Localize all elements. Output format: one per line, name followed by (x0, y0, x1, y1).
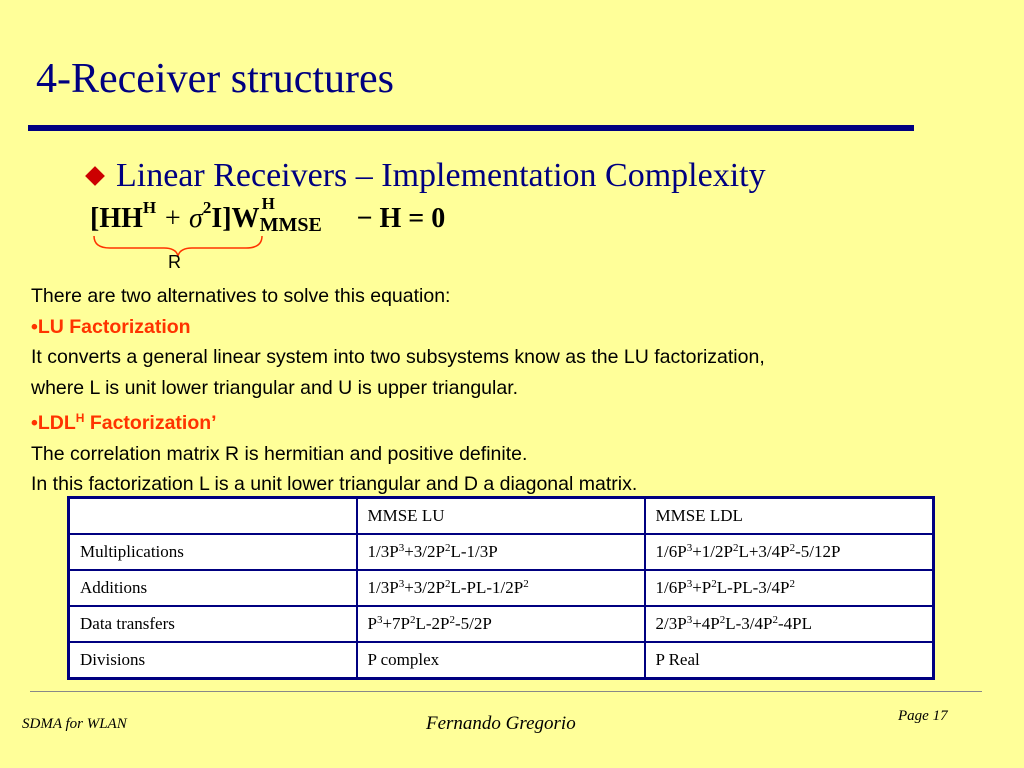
exponent: 2 (732, 542, 739, 554)
eq-part-minus: − H = 0 (349, 203, 446, 234)
eq-sup-h: H (142, 198, 157, 217)
table-header-row (69, 498, 934, 535)
term: P complex (367, 650, 440, 669)
term: L-PL-1/2P (450, 578, 524, 597)
exponent: 2 (789, 578, 795, 590)
brace-label: R (168, 252, 181, 272)
term: -4PL (777, 614, 812, 633)
ldl-line-1: The correlation matrix R is hermitian and positive definite. (31, 442, 528, 465)
header-cell-ldl: MMSE LDL (645, 498, 934, 535)
term: L+3/4P (738, 542, 790, 561)
eq-w-sup: H (261, 194, 275, 213)
page-number: Page 17 (898, 708, 948, 724)
eq-part-bracket: [HH (90, 203, 143, 234)
term: +P (692, 578, 712, 597)
exponent: 2 (523, 578, 529, 590)
header-cell-empty (69, 498, 357, 535)
lu-line-1: It converts a general linear system into two subsystems know as the LU factorization, (31, 346, 765, 368)
eq-w-subsup (259, 194, 350, 236)
term: 1/3P (367, 578, 399, 597)
ldl-prefix: •LDL (31, 412, 76, 434)
eq-w-sub: MMSE (259, 214, 322, 236)
header-cell-lu: MMSE LU (357, 498, 645, 535)
mmse-equation (90, 194, 446, 236)
table-row (69, 570, 934, 606)
term: P Real (655, 650, 700, 669)
eq-part-identity: I]W (211, 203, 260, 234)
exponent: 2 (719, 614, 726, 626)
title-underline (28, 125, 914, 131)
term: 1/3P (367, 542, 399, 561)
term: 2/3P (655, 614, 687, 633)
footer-author: Fernando Gregorio (426, 713, 576, 734)
lu-cell (357, 606, 645, 642)
term: L-3/4P (725, 614, 773, 633)
table-row (69, 534, 934, 570)
lu-line-2: where L is unit lower triangular and U is upper triangular. (31, 376, 519, 399)
exponent: 3 (398, 578, 405, 590)
exponent: 3 (686, 578, 693, 590)
term: L-1/3P (450, 542, 498, 561)
ldl-line-2: In this factorization L is a unit lower triangular and D a diagonal matrix. (31, 473, 638, 495)
exponent: 2 (444, 542, 451, 554)
term: +3/2P (404, 578, 445, 597)
ldl-cell (645, 606, 934, 642)
ldl-cell (645, 642, 934, 679)
exponent: 3 (686, 542, 693, 554)
slide-title: 4-Receiver structures (36, 56, 395, 102)
exponent: 2 (772, 614, 778, 626)
body-text (31, 281, 1011, 500)
row-label-cell: Multiplications (69, 534, 357, 570)
eq-part-sigma: + σ (156, 203, 203, 234)
term: P (367, 614, 377, 633)
exponent: 2 (410, 614, 416, 626)
exponent: 2 (789, 542, 796, 554)
footer-rule (30, 691, 982, 692)
exponent: 3 (376, 614, 383, 626)
exponent: 2 (711, 578, 717, 590)
complexity-table (67, 496, 935, 680)
table-row (69, 606, 934, 642)
ldl-suffix: Factorization’ (84, 412, 217, 434)
intro-line: There are two alternatives to solve this equation: (31, 285, 451, 307)
term: -5/2P (455, 614, 492, 633)
lu-heading: •LU Factorization (31, 315, 191, 338)
lu-cell (357, 642, 645, 679)
term: L-2P (415, 614, 450, 633)
term: -5/12P (795, 542, 841, 561)
diamond-icon (85, 166, 105, 186)
complexity-table-body (69, 498, 934, 679)
row-label-cell: Data transfers (69, 606, 357, 642)
exponent: 2 (444, 578, 451, 590)
table-row (69, 642, 934, 679)
footer-left: SDMA for WLAN (22, 716, 127, 732)
ldl-sup: H (75, 411, 85, 425)
ldl-cell (645, 570, 934, 606)
eq-sup-two: 2 (202, 198, 212, 217)
term: +1/2P (692, 542, 733, 561)
lu-cell (357, 570, 645, 606)
ldl-cell (645, 534, 934, 570)
term: L-PL-3/4P (716, 578, 790, 597)
row-label-cell: Additions (69, 570, 357, 606)
exponent: 2 (449, 614, 456, 626)
subtitle-text: Linear Receivers – Implementation Complexity (116, 157, 766, 194)
exponent: 3 (686, 614, 693, 626)
term: +3/2P (404, 542, 445, 561)
subtitle (82, 159, 766, 193)
term: 1/6P (655, 578, 687, 597)
row-label-cell: Divisions (69, 642, 357, 679)
term: 1/6P (655, 542, 687, 561)
term: +4P (692, 614, 720, 633)
lu-cell (357, 534, 645, 570)
ldl-heading (31, 403, 1011, 439)
exponent: 3 (398, 542, 405, 554)
term: +7P (382, 614, 411, 633)
